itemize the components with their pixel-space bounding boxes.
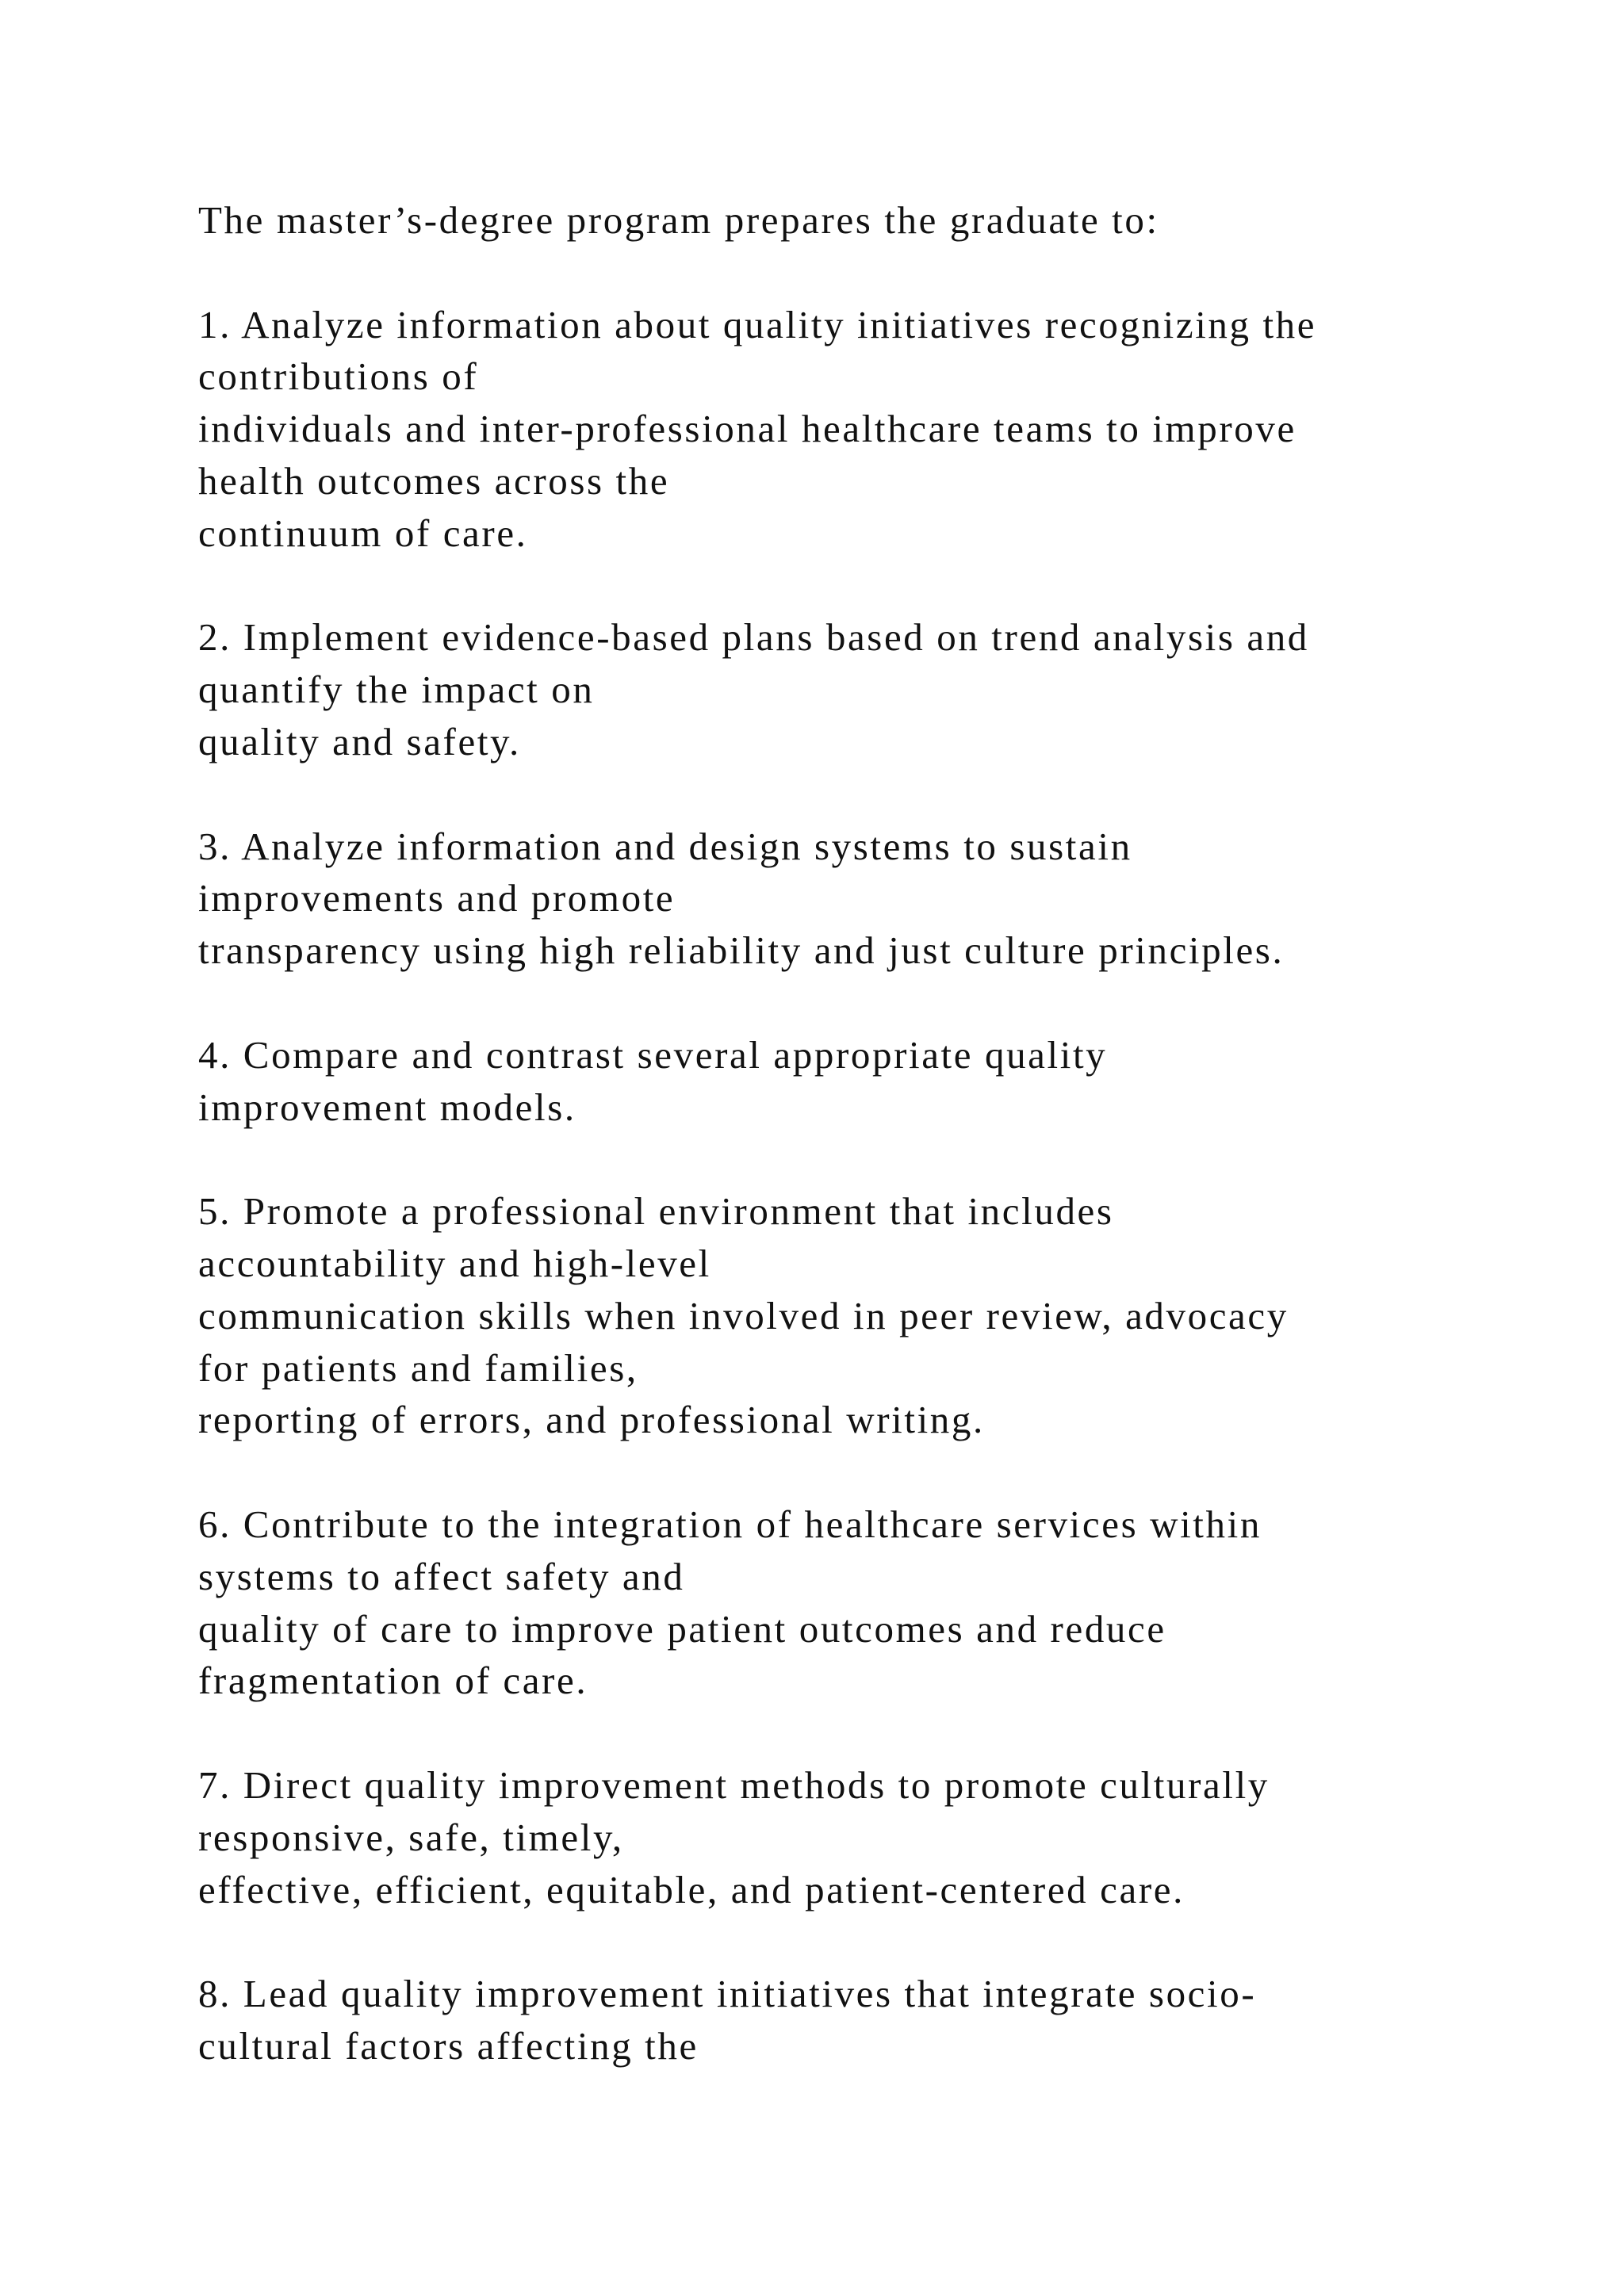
text-line: fragmentation of care. bbox=[198, 1659, 588, 1703]
paragraph-spacer bbox=[198, 1707, 1594, 1759]
text-line: quantify the impact on bbox=[198, 668, 595, 712]
outcome-item-4 bbox=[198, 1029, 1594, 1134]
text-line: health outcomes across the bbox=[198, 458, 670, 503]
intro-line: The master’s-degree program prepares the graduate to: bbox=[198, 198, 1159, 242]
text-line: contributions of bbox=[198, 354, 479, 399]
outcome-item-7 bbox=[198, 1759, 1594, 1915]
text-line: 5. Promote a professional environment that includes bbox=[198, 1189, 1114, 1234]
outcome-item-5 bbox=[198, 1185, 1594, 1446]
text-line: improvement models. bbox=[198, 1085, 576, 1129]
text-line: cultural factors affecting the bbox=[198, 2023, 699, 2068]
text-line: responsive, safe, timely, bbox=[198, 1815, 624, 1859]
text-line: quality of care to improve patient outcomes and reduce bbox=[198, 1606, 1166, 1651]
paragraph-spacer bbox=[198, 1133, 1594, 1185]
paragraph-spacer bbox=[198, 977, 1594, 1029]
paragraph-spacer bbox=[198, 1915, 1594, 1968]
text-line: systems to affect safety and bbox=[198, 1554, 685, 1598]
text-line: 7. Direct quality improvement methods to promote culturally bbox=[198, 1762, 1270, 1807]
text-line: transparency using high reliability and just culture principles. bbox=[198, 928, 1285, 973]
outcome-item-6 bbox=[198, 1498, 1594, 1707]
text-line: quality and safety. bbox=[198, 719, 521, 763]
outcome-item-1 bbox=[198, 299, 1594, 560]
text-line: 4. Compare and contrast several appropriate quality bbox=[198, 1032, 1108, 1077]
text-line: 3. Analyze information and design systems to sustain bbox=[198, 824, 1132, 868]
text-line: 2. Implement evidence-based plans based on trend analysis and bbox=[198, 615, 1309, 660]
outcome-item-3 bbox=[198, 821, 1594, 977]
outcome-item-8 bbox=[198, 1968, 1594, 2072]
paragraph-spacer bbox=[198, 247, 1594, 299]
text-line: accountability and high-level bbox=[198, 1241, 711, 1285]
text-line: for patients and families, bbox=[198, 1345, 638, 1390]
paragraph-spacer bbox=[198, 768, 1594, 821]
text-line: improvements and promote bbox=[198, 876, 676, 920]
text-line: reporting of errors, and professional writing. bbox=[198, 1398, 985, 1442]
document-body bbox=[198, 194, 1594, 2072]
paragraph-spacer bbox=[198, 560, 1594, 612]
text-line: effective, efficient, equitable, and patient-centered care. bbox=[198, 1867, 1185, 1911]
text-line: communication skills when involved in peer review, advocacy bbox=[198, 1293, 1289, 1337]
text-line: 1. Analyze information about quality initiatives recognizing the bbox=[198, 302, 1317, 346]
text-line: 8. Lead quality improvement initiatives that integrate socio- bbox=[198, 1972, 1257, 2016]
paragraph-spacer bbox=[198, 1446, 1594, 1498]
text-line: continuum of care. bbox=[198, 511, 528, 555]
outcome-item-2 bbox=[198, 611, 1594, 767]
text-line: individuals and inter-professional healthcare teams to improve bbox=[198, 407, 1297, 451]
text-line: 6. Contribute to the integration of healthcare services within bbox=[198, 1502, 1262, 1546]
